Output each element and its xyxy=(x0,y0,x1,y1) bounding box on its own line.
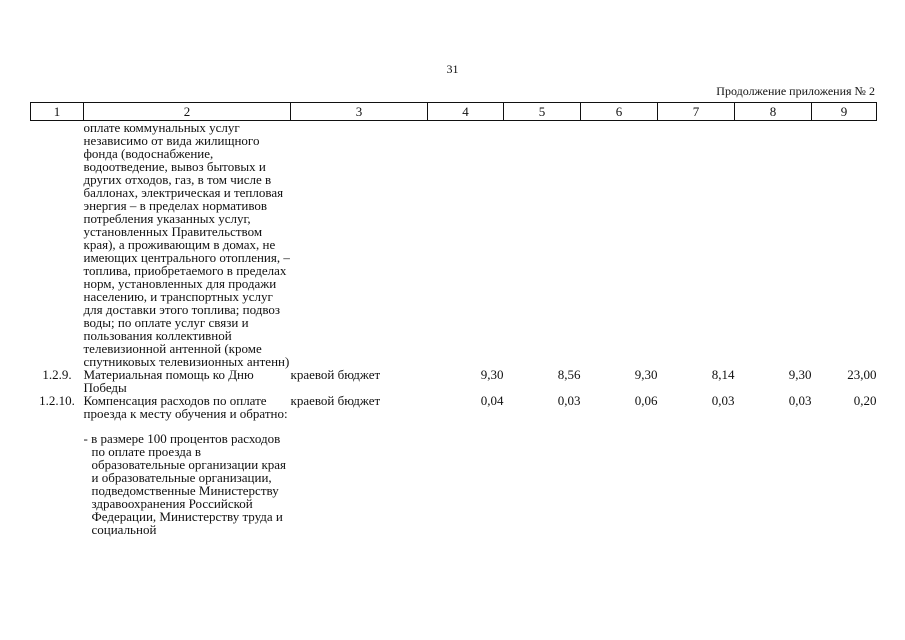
row-budget-source: краевой бюджет xyxy=(290,393,381,408)
column-header-9: 9 xyxy=(812,103,877,121)
column-header-3: 3 xyxy=(291,103,428,121)
table-row xyxy=(31,121,877,369)
row-number xyxy=(31,121,84,369)
column-header-1: 1 xyxy=(31,103,84,121)
row-value-col9: 23,00 xyxy=(847,367,877,382)
row-value-col8 xyxy=(735,121,812,369)
table-row xyxy=(31,394,877,536)
row-number: 1.2.10. xyxy=(39,393,75,408)
page-number: 31 xyxy=(446,62,459,76)
row-value-col4: 0,04 xyxy=(480,393,504,408)
row-value-col5: 0,03 xyxy=(557,393,581,408)
row-description-text: оплате коммунальных услуг независимо от вида жилищного фонда (водоснабжение, водоотведение, вывоз бытовых и других отходов, газ, в том числе в баллонах, электрическая и тепловая энергия – в пределах нормативов потребления указанных услуг, установленных Правительством края), а проживающим в домах, не имеющих центрального отопления, – топлива, приобретаемого в пределах норм, установленных для продажи населению, и транспортных услуг для доставки этого топлива; подвоз воды; по оплате услуг связи и пользования коллективной телевизионной антенной (кроме спутниковых телевизионных антенн) xyxy=(83,120,290,369)
row-value-col8: 0,03 xyxy=(788,393,812,408)
row-description-text: Материальная помощь ко Дню Победы xyxy=(83,367,254,395)
row-value-col6: 9,30 xyxy=(634,367,658,382)
row-budget-source: краевой бюджет xyxy=(290,367,381,382)
row-value-col5: 8,56 xyxy=(557,367,581,382)
row-description xyxy=(84,121,291,369)
row-value-col9 xyxy=(812,121,877,369)
column-header-5: 5 xyxy=(504,103,581,121)
column-header-8: 8 xyxy=(735,103,812,121)
column-header-2: 2 xyxy=(84,103,291,121)
row-number: 1.2.9. xyxy=(42,367,72,382)
row-value-col4 xyxy=(428,121,504,369)
column-header-7: 7 xyxy=(658,103,735,121)
appendix-continuation-label: Продолжение приложения № 2 xyxy=(716,84,875,98)
row-value-col9: 0,20 xyxy=(853,393,877,408)
row-value-col7: 0,03 xyxy=(711,393,735,408)
table-header-row xyxy=(31,103,877,121)
table-row xyxy=(31,368,877,394)
row-value-col7 xyxy=(658,121,735,369)
row-value-col6 xyxy=(581,121,658,369)
column-header-6: 6 xyxy=(581,103,658,121)
row-description-subitem: - в размере 100 процентов расходов по оплате проезда в образовательные организации края и образовательные организации, подведомственные Министерству здравоохранения Российской Федерации, Министерству труда и социальной xyxy=(83,431,287,537)
row-value-col7: 8,14 xyxy=(711,367,735,382)
row-budget-source xyxy=(291,121,428,369)
appendix-table xyxy=(30,102,877,536)
row-description xyxy=(84,368,291,394)
row-value-col8: 9,30 xyxy=(788,367,812,382)
row-description xyxy=(84,394,291,536)
column-header-4: 4 xyxy=(428,103,504,121)
row-value-col5 xyxy=(504,121,581,369)
row-description-text: Компенсация расходов по оплате проезда к месту обучения и обратно: xyxy=(83,393,288,421)
row-value-col6: 0,06 xyxy=(634,393,658,408)
row-value-col4: 9,30 xyxy=(480,367,504,382)
